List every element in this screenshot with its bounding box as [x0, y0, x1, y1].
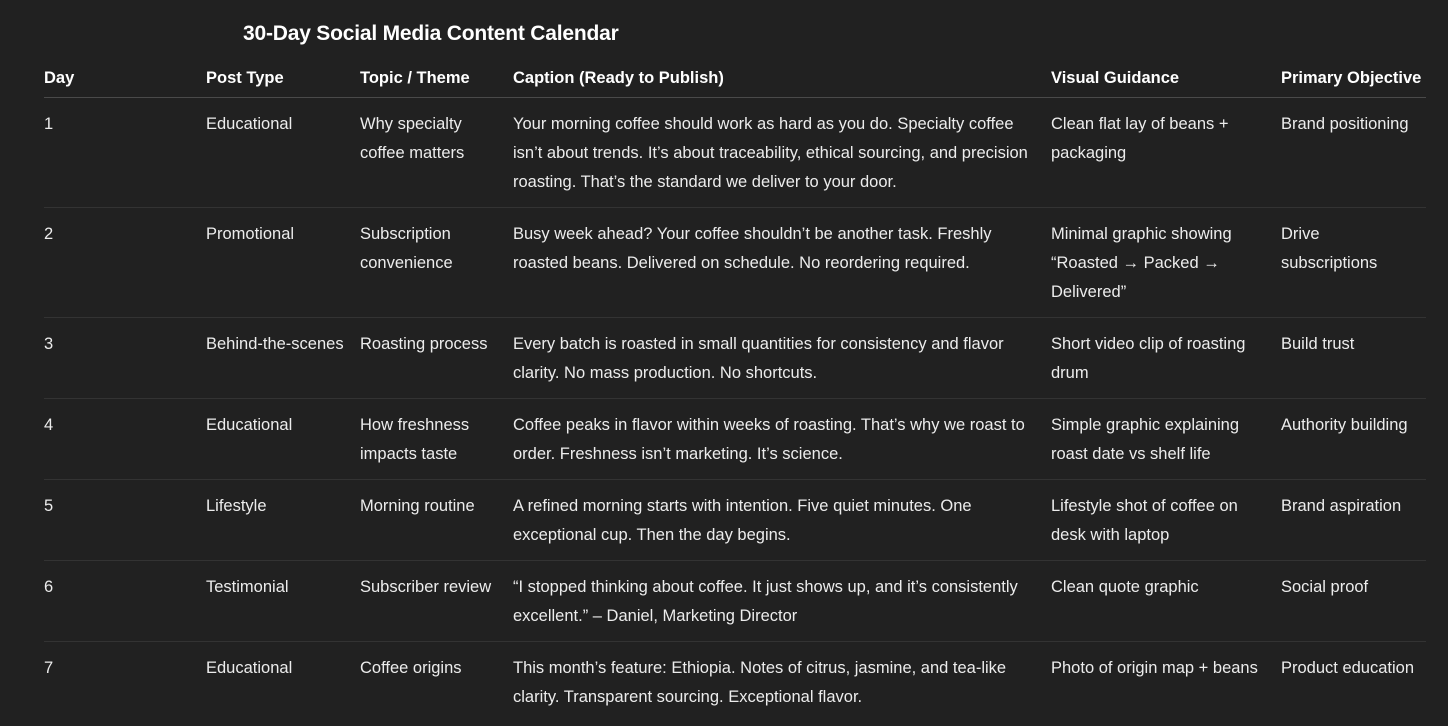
- cell-caption: Coffee peaks in flavor within weeks of roasting. That’s why we roast to order. Freshness isn’t marketing. It’s science.: [513, 399, 1051, 480]
- column-header-day: Day: [44, 60, 206, 98]
- cell-post-type: Testimonial: [206, 561, 360, 642]
- cell-caption: Every batch is roasted in small quantities for consistency and flavor clarity. No mass production. No shortcuts.: [513, 318, 1051, 399]
- cell-visual: Lifestyle shot of coffee on desk with laptop: [1051, 480, 1281, 561]
- table-header-row: [44, 60, 1426, 98]
- cell-objective: Brand aspiration: [1281, 480, 1426, 561]
- table-row: [44, 98, 1426, 208]
- table-row: [44, 318, 1426, 399]
- column-header-caption: Caption (Ready to Publish): [513, 60, 1051, 98]
- cell-caption: Busy week ahead? Your coffee shouldn’t be another task. Freshly roasted beans. Delivered on schedule. No reordering required.: [513, 208, 1051, 318]
- cell-day: 3: [44, 318, 206, 399]
- cell-post-type: Lifestyle: [206, 480, 360, 561]
- table-row: [44, 561, 1426, 642]
- cell-topic: Subscriber review: [360, 561, 513, 642]
- cell-caption: Your morning coffee should work as hard as you do. Specialty coffee isn’t about trends. It’s about traceability, ethical sourcing, and precision roasting. That’s the standard we deliver to your door.: [513, 98, 1051, 208]
- cell-topic: Roasting process: [360, 318, 513, 399]
- cell-visual: Clean flat lay of beans + packaging: [1051, 98, 1281, 208]
- table-row: [44, 480, 1426, 561]
- cell-day: 1: [44, 98, 206, 208]
- cell-visual: Photo of origin map + beans: [1051, 659, 1258, 677]
- column-header-objective: Primary Objective: [1281, 60, 1426, 98]
- cell-topic: Coffee origins: [360, 659, 462, 677]
- column-header-post-type: Post Type: [206, 60, 360, 98]
- cell-post-type: Promotional: [206, 208, 360, 318]
- cell-objective: Authority building: [1281, 399, 1426, 480]
- cell-day: 5: [44, 480, 206, 561]
- cell-visual: Simple graphic explaining roast date vs shelf life: [1051, 399, 1281, 480]
- content-calendar-table: [44, 60, 1426, 722]
- cell-caption: This month’s feature: Ethiopia. Notes of citrus, jasmine, and tea-like clarity. Transparent sourcing. Exceptional flavor.: [513, 659, 1007, 706]
- cell-day: 2: [44, 208, 206, 318]
- cell-post-type: Educational: [206, 399, 360, 480]
- cell-day: 4: [44, 399, 206, 480]
- cell-caption: A refined morning starts with intention. Five quiet minutes. One exceptional cup. Then the day begins.: [513, 480, 1051, 561]
- table-row: [44, 208, 1426, 318]
- cell-topic: Subscription convenience: [360, 208, 513, 318]
- cell-objective: Drive subscriptions: [1281, 208, 1426, 318]
- cell-day: 6: [44, 561, 206, 642]
- cell-topic: Morning routine: [360, 480, 513, 561]
- cell-post-type: Educational: [206, 98, 360, 208]
- cell-post-type: Educational: [206, 659, 293, 677]
- cell-topic: Why specialty coffee matters: [360, 98, 513, 208]
- cell-objective: Social proof: [1281, 561, 1426, 642]
- cell-day: 7: [44, 659, 54, 677]
- cell-objective: Product education: [1281, 659, 1415, 677]
- table-row: [44, 399, 1426, 480]
- table-row: [44, 642, 1426, 723]
- cell-topic: How freshness impacts taste: [360, 399, 513, 480]
- column-header-topic: Topic / Theme: [360, 60, 513, 98]
- cell-visual: Clean quote graphic: [1051, 561, 1281, 642]
- cell-objective: Brand positioning: [1281, 98, 1426, 208]
- cell-visual: Short video clip of roasting drum: [1051, 318, 1281, 399]
- page-title: 30-Day Social Media Content Calendar: [243, 22, 619, 45]
- cell-visual: Minimal graphic showing “Roasted → Packed → Delivered”: [1051, 208, 1281, 318]
- column-header-visual: Visual Guidance: [1051, 60, 1281, 98]
- cell-caption: “I stopped thinking about coffee. It just shows up, and it’s consistently excellent.” – Daniel, Marketing Director: [513, 561, 1051, 642]
- cell-post-type: Behind-the-scenes: [206, 318, 360, 399]
- cell-objective: Build trust: [1281, 318, 1426, 399]
